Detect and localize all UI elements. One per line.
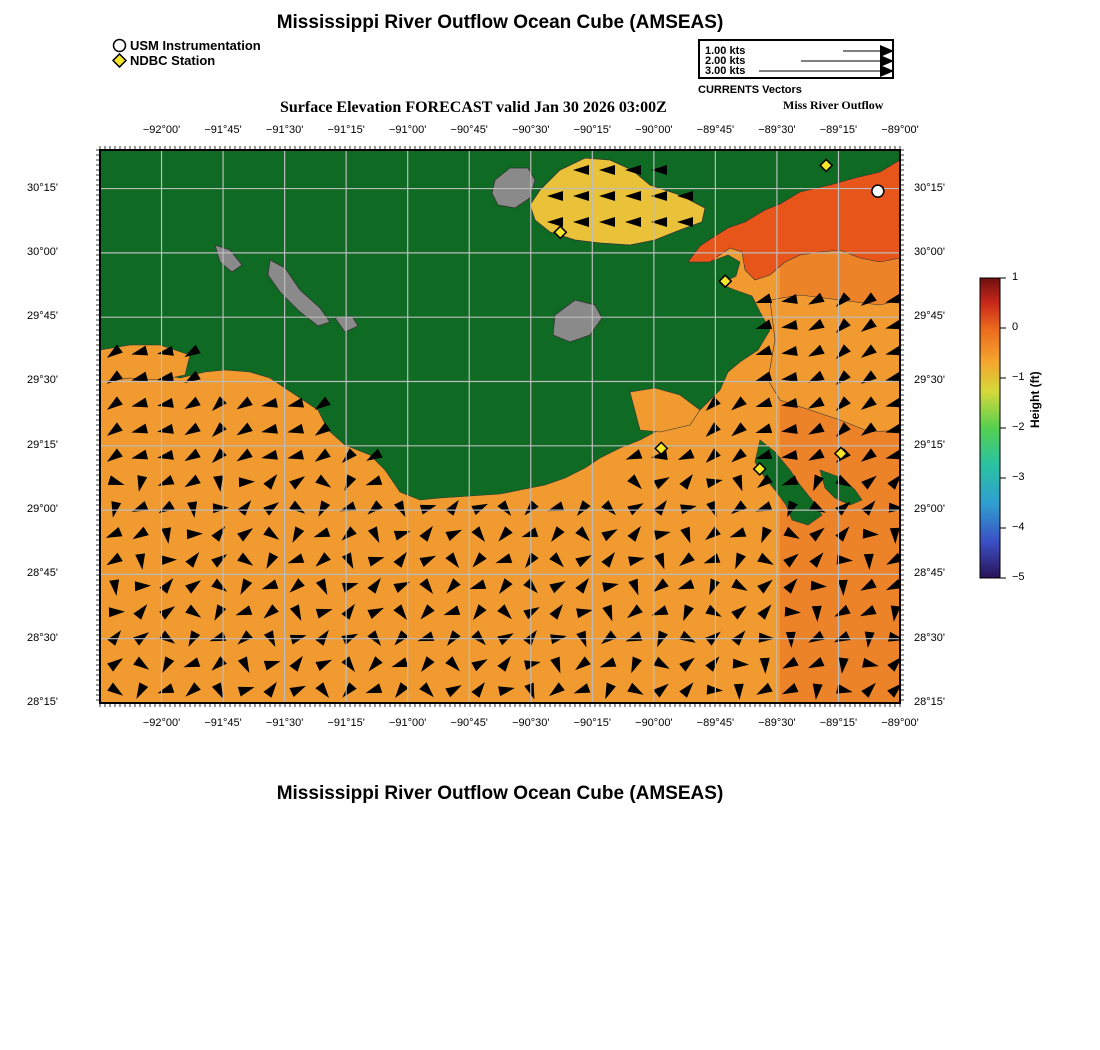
y-tick-label-left: 29°30' [27, 374, 58, 387]
x-tick-label-top: −91°45' [204, 124, 242, 136]
x-tick-label-bottom: −90°00' [635, 717, 673, 729]
legend-usm-label: USM Instrumentation [130, 38, 261, 53]
x-tick-label-top: −92°00' [142, 124, 181, 136]
x-tick-label-bottom: −89°30' [758, 717, 796, 729]
colorbar-label: 0 [1012, 321, 1019, 333]
y-tick-label-left: 29°45' [27, 310, 58, 323]
colorbar-label: −1 [1012, 371, 1025, 383]
vector-scale-3: 3.00 kts [705, 65, 746, 77]
map-subtitle: Surface Elevation FORECAST valid Jan 30 2026 03:00Z [280, 99, 667, 116]
x-tick-label-bottom: −91°30' [265, 717, 304, 729]
x-tick-label-top: −89°00' [881, 124, 919, 136]
y-tick-label-right: 28°30' [914, 631, 945, 644]
x-tick-label-top: −90°45' [450, 124, 488, 136]
x-tick-label-bottom: −89°00' [881, 717, 919, 729]
y-tick-label-right: 28°15' [914, 696, 945, 708]
colorbar [980, 278, 1000, 578]
x-tick-label-bottom: −89°45' [696, 717, 735, 729]
x-tick-label-top: −90°30' [512, 124, 550, 136]
x-tick-label-top: −89°45' [696, 124, 735, 136]
y-tick-label-right: 29°45' [914, 310, 945, 323]
x-tick-label-bottom: −90°45' [450, 717, 488, 729]
legend-ndbc-label: NDBC Station [130, 53, 216, 68]
colorbar-label: −3 [1012, 471, 1025, 483]
colorbar-label: −5 [1012, 571, 1025, 583]
x-tick-label-bottom: −89°15' [819, 717, 858, 729]
x-tick-label-bottom: −91°15' [327, 717, 365, 729]
colorbar-label: −2 [1012, 421, 1025, 433]
x-tick-label-bottom: −91°00' [388, 717, 427, 729]
main-title: Mississippi River Outflow Ocean Cube (AMSEAS) [276, 12, 724, 33]
colorbar-label: 1 [1012, 271, 1019, 283]
x-tick-label-top: −89°30' [758, 124, 796, 136]
y-tick-label-right: 29°00' [914, 503, 945, 516]
x-tick-label-top: −89°15' [819, 124, 858, 136]
x-tick-label-top: −90°15' [573, 124, 611, 136]
x-tick-label-bottom: −90°30' [512, 717, 550, 729]
y-tick-label-right: 29°15' [914, 438, 945, 451]
y-tick-label-left: 30°15' [27, 181, 58, 194]
map-area [100, 150, 905, 703]
vector-scale-1: 1.00 kts [705, 45, 746, 57]
y-tick-label-left: 28°30' [27, 631, 58, 644]
y-tick-label-left: 30°00' [27, 245, 58, 258]
y-tick-label-right: 29°30' [914, 374, 945, 387]
x-tick-label-top: −91°15' [327, 124, 365, 136]
y-tick-label-right: 30°15' [914, 181, 945, 194]
colorbar-ticks [1000, 278, 1006, 578]
usm-station-marker[interactable] [872, 185, 884, 197]
x-tick-label-bottom: −92°00' [142, 717, 181, 729]
x-tick-label-top: −91°30' [265, 124, 304, 136]
bottom-title: Mississippi River Outflow Ocean Cube (AMSEAS) [276, 783, 724, 804]
y-tick-label-right: 30°00' [914, 245, 945, 258]
y-tick-label-left: 28°45' [27, 567, 58, 580]
y-tick-label-left: 28°15' [27, 696, 58, 708]
region-label: Miss River Outflow [783, 98, 884, 112]
colorbar-title: Height (ft) [1028, 371, 1042, 428]
y-tick-label-right: 28°45' [914, 567, 945, 580]
y-tick-label-left: 29°15' [27, 438, 58, 451]
vector-scale-2: 2.00 kts [705, 55, 746, 67]
colorbar-label: −4 [1012, 521, 1025, 533]
y-tick-label-left: 29°00' [27, 503, 58, 516]
vector-caption: CURRENTS Vectors [698, 84, 802, 96]
x-tick-label-top: −90°00' [635, 124, 673, 136]
x-tick-label-bottom: −90°15' [573, 717, 611, 729]
x-tick-label-bottom: −91°45' [204, 717, 242, 729]
x-tick-label-top: −91°00' [388, 124, 427, 136]
